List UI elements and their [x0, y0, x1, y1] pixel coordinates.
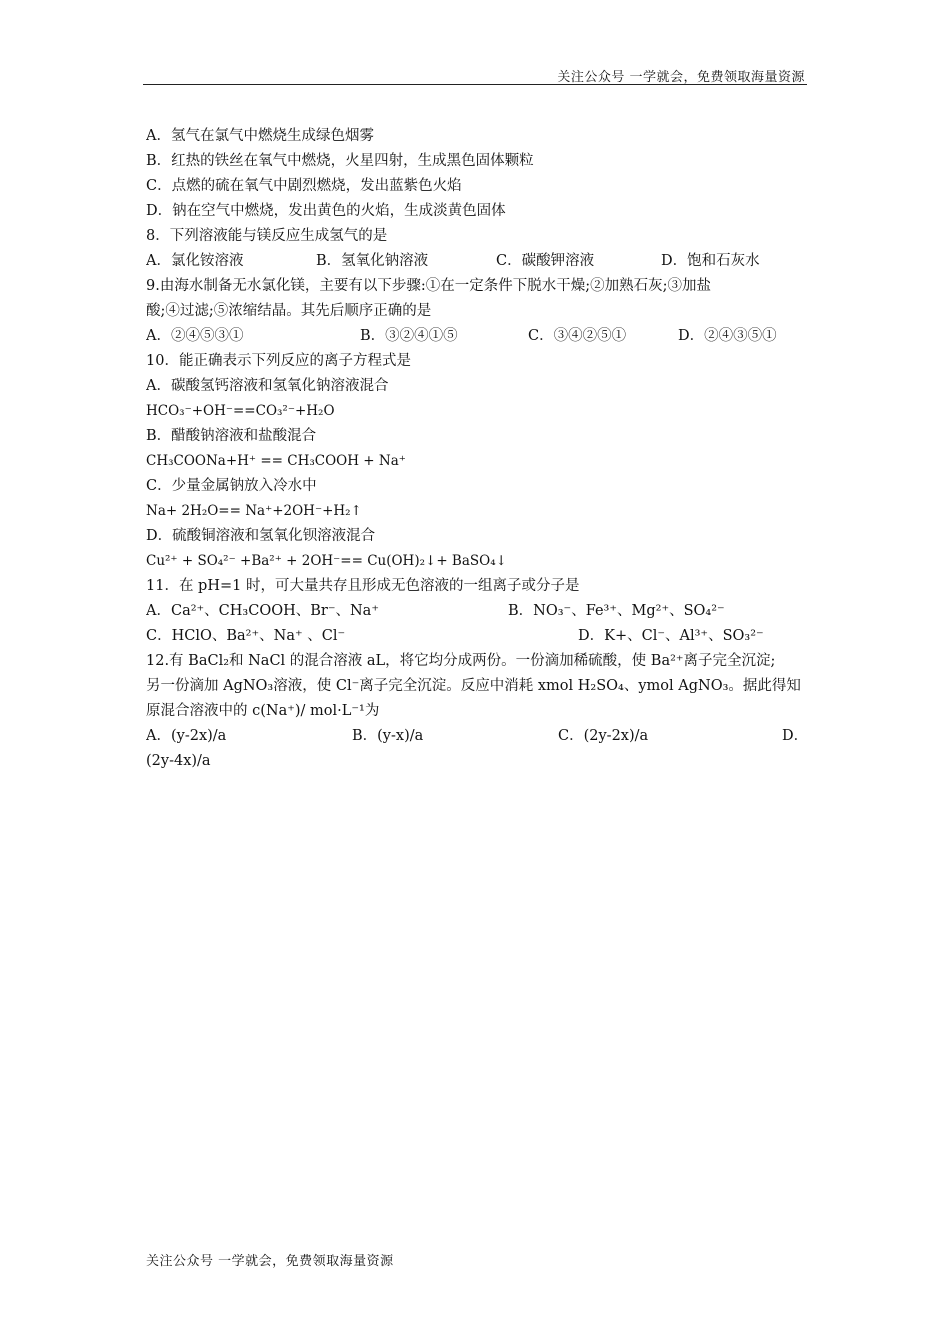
q9-option-c: C．③④②⑤① [528, 328, 627, 344]
q12-option-d-value: (2y-4x)/a [146, 753, 211, 769]
q9-stem-2: 酸;④过滤;⑤浓缩结晶。其先后顺序正确的是 [146, 303, 432, 319]
q11-option-b: B．NO₃⁻、Fe³⁺、Mg²⁺、SO₄²⁻ [508, 603, 725, 619]
q9-stem-1: 9.由海水制备无水氯化镁，主要有以下步骤:①在一定条件下脱水干燥;②加熟石灰;③加盐 [146, 278, 711, 294]
header-rule [143, 84, 807, 85]
q12-options [146, 724, 814, 749]
q12-stem-2: 另一份滴加 AgNO₃溶液，使 Cl⁻离子完全沉淀。反应中消耗 xmol H₂SO₄、ymol AgNO₃。据此得知 [146, 678, 801, 694]
q7-option-b: B．红热的铁丝在氧气中燃烧，火星四射，生成黑色固体颗粒 [146, 153, 534, 169]
q10-option-a: A．碳酸氢钙溶液和氢氧化钠溶液混合 [146, 378, 389, 394]
q11-option-c: C．HClO、Ba²⁺、Na⁺ 、Cl⁻ [146, 628, 346, 644]
q10-option-d: D．硫酸铜溶液和氢氧化钡溶液混合 [146, 528, 376, 544]
q12-option-d: D． [782, 728, 809, 744]
q10-equation-b: CH₃COONa+H⁺ == CH₃COOH + Na⁺ [146, 453, 406, 469]
q7-option-c: C．点燃的硫在氧气中剧烈燃烧，发出蓝紫色火焰 [146, 178, 462, 194]
page-footer-text: 关注公众号 一学就会，免费领取海量资源 [146, 1254, 394, 1269]
q10-option-c: C．少量金属钠放入冷水中 [146, 478, 317, 494]
q10-stem: 10．能正确表示下列反应的离子方程式是 [146, 353, 411, 369]
q8-option-d: D．饱和石灰水 [661, 253, 760, 269]
q8-option-c: C．碳酸钾溶液 [496, 253, 595, 269]
q8-option-a: A．氯化铵溶液 [146, 253, 244, 269]
q9-option-a: A．②④⑤③① [146, 328, 244, 344]
q12-option-b: B．(y-x)/a [352, 728, 424, 744]
q11-stem: 11．在 pH=1 时，可大量共存且形成无色溶液的一组离子或分子是 [146, 578, 580, 594]
q12-stem-1: 12.有 BaCl₂和 NaCl 的混合溶液 aL，将它均分成两份。一份滴加稀硫酸，使 Ba²⁺离子完全沉淀; [146, 653, 776, 669]
q8-option-b: B．氢氧化钠溶液 [316, 253, 429, 269]
q12-option-a: A．(y-2x)/a [146, 728, 227, 744]
q10-equation-a: HCO₃⁻+OH⁻==CO₃²⁻+H₂O [146, 403, 335, 419]
q11-options-cd [146, 624, 814, 649]
q8-stem: 8．下列溶液能与镁反应生成氢气的是 [146, 228, 388, 244]
q12-option-c: C．(2y-2x)/a [558, 728, 649, 744]
document-body [146, 124, 814, 774]
q10-equation-c: Na+ 2H₂O== Na⁺+2OH⁻+H₂↑ [146, 503, 362, 519]
q8-options [146, 249, 814, 274]
page-header-text: 关注公众号 一学就会，免费领取海量资源 [557, 70, 805, 85]
q11-options-ab [146, 599, 814, 624]
q9-option-b: B．③②④①⑤ [360, 328, 458, 344]
q11-option-d: D．K+、Cl⁻、Al³⁺、SO₃²⁻ [578, 628, 764, 644]
q9-option-d: D．②④③⑤① [678, 328, 777, 344]
q7-option-a: A．氢气在氯气中燃烧生成绿色烟雾 [146, 128, 374, 144]
q11-option-a: A．Ca²⁺、CH₃COOH、Br⁻、Na⁺ [146, 603, 379, 619]
q10-option-b: B．醋酸钠溶液和盐酸混合 [146, 428, 317, 444]
q10-equation-d: Cu²⁺ + SO₄²⁻ +Ba²⁺ + 2OH⁻== Cu(OH)₂↓+ BaSO₄↓ [146, 553, 507, 569]
q7-option-d: D．钠在空气中燃烧，发出黄色的火焰，生成淡黄色固体 [146, 203, 506, 219]
q12-stem-3: 原混合溶液中的 c(Na⁺)/ mol·L⁻¹为 [146, 703, 380, 719]
q9-options [146, 324, 814, 349]
